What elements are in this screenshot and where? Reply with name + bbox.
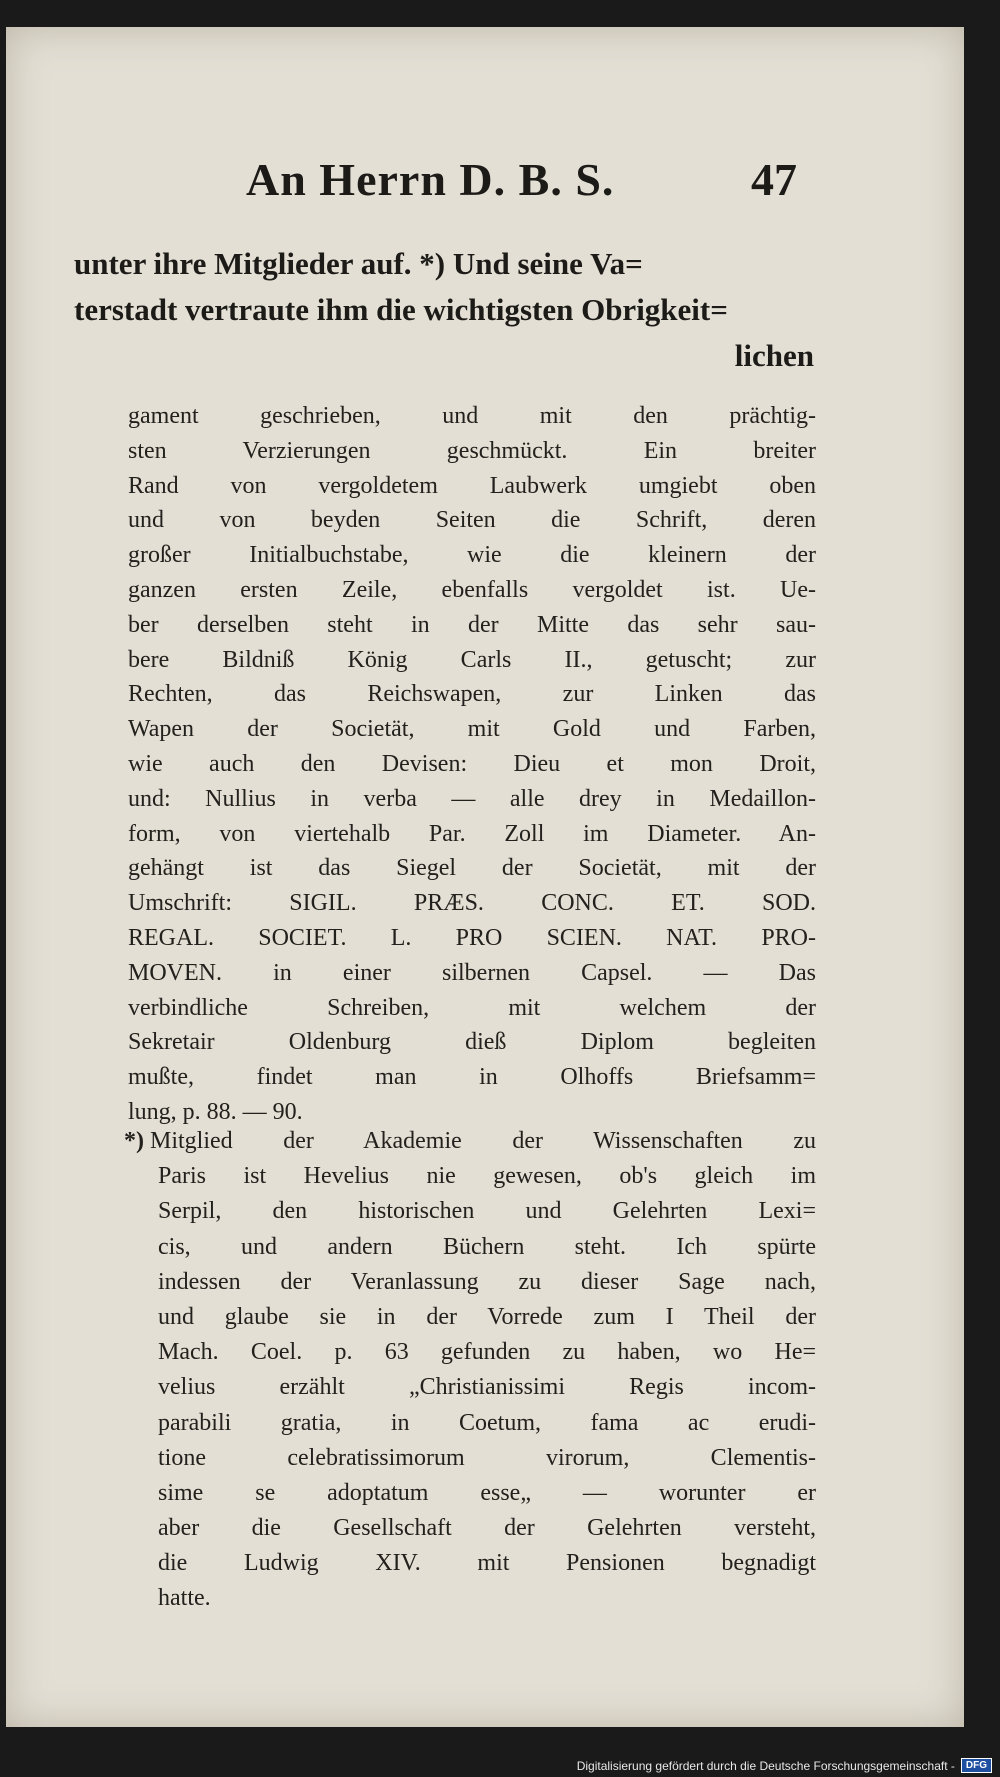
footnote-marker: *) <box>124 1128 144 1154</box>
footnote-line: indessen der Veranlassung zu dieser Sage nach, <box>158 1268 816 1295</box>
note-line: bere Bildniß König Carls II., getuscht; zur <box>128 646 816 673</box>
footnote-line: cis, und andern Büchern steht. Ich spürte <box>158 1233 816 1260</box>
note-line: gament geschrieben, und mit den prächtig- <box>128 403 816 429</box>
note-line: MOVEN. in einer silbernen Capsel. — Das <box>128 959 816 986</box>
note-line: Rechten, das Reichswapen, zur Linken das <box>128 681 816 708</box>
note-line: Rand von vergoldetem Laubwerk umgiebt oben <box>128 472 816 499</box>
note-line: mußte, findet man in Olhoffs Briefsamm= <box>128 1064 816 1091</box>
page-number: 47 <box>751 154 797 205</box>
main-text <box>74 241 814 379</box>
footnote-line: hatte. <box>158 1585 211 1612</box>
digitization-text: Digitalisierung gefördert durch die Deutsche Forschungsgemeinschaft - <box>576 1758 955 1773</box>
note-line: Wapen der Societät, mit Gold und Farben, <box>128 716 816 743</box>
footnote-line: die Ludwig XIV. mit Pensionen begnadigt <box>158 1550 816 1577</box>
footnote-line: aber die Gesellschaft der Gelehrten versteht, <box>158 1515 816 1542</box>
book-page <box>6 27 964 1727</box>
note-line: gehängt ist das Siegel der Societät, mit der <box>128 855 816 882</box>
note-line: ganzen ersten Zeile, ebenfalls vergoldet ist. Ue- <box>128 576 816 603</box>
note-line: lung, p. 88. — 90. <box>128 1098 303 1125</box>
note-line: Umschrift: SIGIL. PRÆS. CONC. ET. SOD. <box>128 890 816 917</box>
digitization-credit <box>577 1758 992 1773</box>
note-line: und: Nullius in verba — alle drey in Medaillon- <box>128 785 816 812</box>
footnote-line: Mach. Coel. p. 63 gefunden zu haben, wo He= <box>158 1339 816 1366</box>
footnote-line: parabili gratia, in Coetum, fama ac erudi- <box>158 1409 816 1436</box>
note-line: großer Initialbuchstabe, wie die kleinern der <box>128 542 816 569</box>
footnote-line: tione celebratissimorum virorum, Clementis- <box>158 1444 816 1471</box>
note-line: und von beyden Seiten die Schrift, deren <box>128 507 816 534</box>
main-text-line: unter ihre Mitglieder auf. *) Und seine Va= <box>74 246 643 281</box>
note-line: form, von viertehalb Par. Zoll im Diameter. An- <box>128 820 816 847</box>
main-text-line: lichen <box>734 338 814 373</box>
page-header <box>6 143 964 223</box>
note-line: verbindliche Schreiben, mit welchem der <box>128 994 816 1021</box>
note-line: REGAL. SOCIET. L. PRO SCIEN. NAT. PRO- <box>128 924 816 951</box>
note-line: wie auch den Devisen: Dieu et mon Droit, <box>128 750 816 777</box>
note-line: ber derselben steht in der Mitte das sehr sau- <box>128 611 816 638</box>
footnote-line: velius erzählt „Christianissimi Regis incom- <box>158 1374 816 1401</box>
note-line: sten Verzierungen geschmückt. Ein breiter <box>128 437 816 464</box>
running-head: An Herrn D. B. S. <box>246 154 615 205</box>
main-text-line: terstadt vertraute ihm die wichtigsten Obrigkeit= <box>74 292 728 327</box>
footnote-line: und glaube sie in der Vorrede zum I Theil der <box>158 1303 816 1330</box>
footnote-line: Serpil, den historischen und Gelehrten Lexi= <box>158 1198 816 1225</box>
footnote-line <box>124 1124 816 1159</box>
footnote-line: sime se adoptatum esse„ — worunter er <box>158 1479 816 1506</box>
note-line: Sekretair Oldenburg dieß Diplom begleiten <box>128 1029 816 1056</box>
footnote <box>124 1124 816 1617</box>
footnote-line-text: Mitglied der Akademie der Wissenschaften zu <box>150 1128 816 1154</box>
continued-note <box>128 399 816 1130</box>
dfg-logo: DFG <box>961 1758 992 1773</box>
footnote-line: Paris ist Hevelius nie gewesen, ob's gleich im <box>158 1163 816 1190</box>
